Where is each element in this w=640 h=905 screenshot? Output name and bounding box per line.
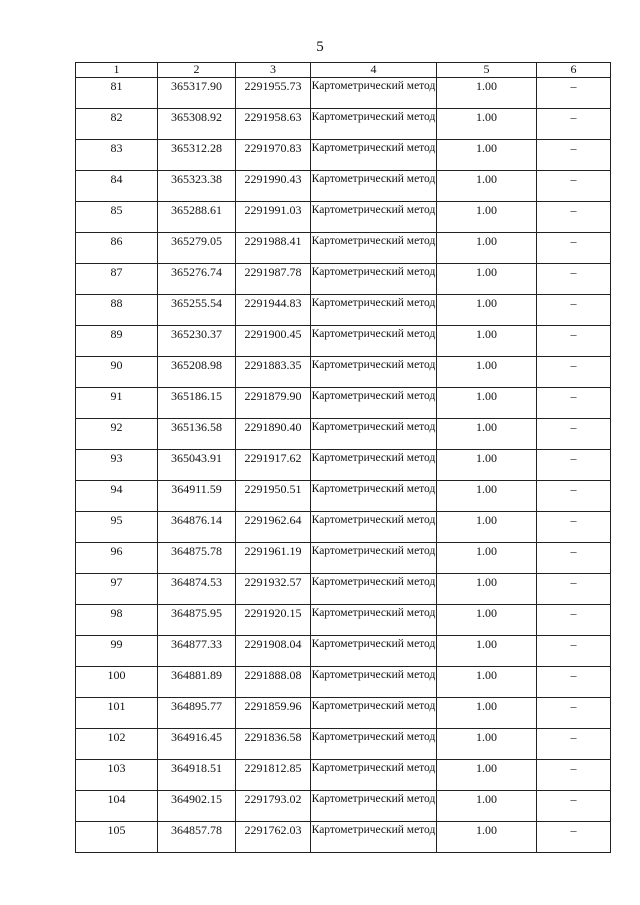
y-coordinate-cell: 2291859.96 [236, 698, 311, 729]
point-number-cell: 86 [76, 233, 158, 264]
table-row [76, 512, 611, 543]
y-coordinate-cell: 2291900.45 [236, 326, 311, 357]
point-number-cell: 102 [76, 729, 158, 760]
description-cell: – [537, 605, 611, 636]
accuracy-cell: 1.00 [437, 109, 537, 140]
accuracy-cell: 1.00 [437, 605, 537, 636]
y-coordinate-cell: 2291879.90 [236, 388, 311, 419]
x-coordinate-cell: 365136.58 [158, 419, 236, 450]
x-coordinate-cell: 365276.74 [158, 264, 236, 295]
point-number-cell: 82 [76, 109, 158, 140]
table-row [76, 729, 611, 760]
method-cell: Картометрический метод [311, 543, 437, 574]
accuracy-cell: 1.00 [437, 419, 537, 450]
description-cell: – [537, 543, 611, 574]
x-coordinate-cell: 364877.33 [158, 636, 236, 667]
accuracy-cell: 1.00 [437, 760, 537, 791]
method-cell: Картометрический метод [311, 698, 437, 729]
accuracy-cell: 1.00 [437, 822, 537, 853]
method-cell: Картометрический метод [311, 233, 437, 264]
y-coordinate-cell: 2291932.57 [236, 574, 311, 605]
x-coordinate-cell: 364876.14 [158, 512, 236, 543]
point-number-cell: 88 [76, 295, 158, 326]
table-row [76, 667, 611, 698]
point-number-cell: 101 [76, 698, 158, 729]
method-cell: Картометрический метод [311, 419, 437, 450]
point-number-cell: 104 [76, 791, 158, 822]
description-cell: – [537, 667, 611, 698]
x-coordinate-cell: 365186.15 [158, 388, 236, 419]
table-header-row [76, 63, 611, 78]
point-number-cell: 92 [76, 419, 158, 450]
accuracy-cell: 1.00 [437, 574, 537, 605]
point-number-cell: 95 [76, 512, 158, 543]
method-cell: Картометрический метод [311, 264, 437, 295]
point-number-cell: 94 [76, 481, 158, 512]
accuracy-cell: 1.00 [437, 636, 537, 667]
x-coordinate-cell: 364902.15 [158, 791, 236, 822]
x-coordinate-cell: 364874.53 [158, 574, 236, 605]
accuracy-cell: 1.00 [437, 450, 537, 481]
accuracy-cell: 1.00 [437, 233, 537, 264]
y-coordinate-cell: 2291961.19 [236, 543, 311, 574]
description-cell: – [537, 698, 611, 729]
x-coordinate-cell: 364911.59 [158, 481, 236, 512]
x-coordinate-cell: 364875.78 [158, 543, 236, 574]
x-coordinate-cell: 365230.37 [158, 326, 236, 357]
description-cell: – [537, 822, 611, 853]
y-coordinate-cell: 2291988.41 [236, 233, 311, 264]
method-cell: Картометрический метод [311, 78, 437, 109]
accuracy-cell: 1.00 [437, 791, 537, 822]
page-number: 5 [316, 39, 324, 55]
accuracy-cell: 1.00 [437, 698, 537, 729]
y-coordinate-cell: 2291920.15 [236, 605, 311, 636]
method-cell: Картометрический метод [311, 574, 437, 605]
method-cell: Картометрический метод [311, 171, 437, 202]
y-coordinate-cell: 2291950.51 [236, 481, 311, 512]
table-row [76, 791, 611, 822]
accuracy-cell: 1.00 [437, 667, 537, 698]
accuracy-cell: 1.00 [437, 171, 537, 202]
table-row [76, 419, 611, 450]
y-coordinate-cell: 2291793.02 [236, 791, 311, 822]
point-number-cell: 100 [76, 667, 158, 698]
method-cell: Картометрический метод [311, 388, 437, 419]
description-cell: – [537, 791, 611, 822]
table-row [76, 326, 611, 357]
header-col-5: 5 [437, 63, 537, 78]
y-coordinate-cell: 2291987.78 [236, 264, 311, 295]
x-coordinate-cell: 365043.91 [158, 450, 236, 481]
table-row [76, 605, 611, 636]
description-cell: – [537, 729, 611, 760]
point-number-cell: 90 [76, 357, 158, 388]
y-coordinate-cell: 2291888.08 [236, 667, 311, 698]
accuracy-cell: 1.00 [437, 388, 537, 419]
accuracy-cell: 1.00 [437, 512, 537, 543]
header-col-4: 4 [311, 63, 437, 78]
accuracy-cell: 1.00 [437, 729, 537, 760]
header-col-1: 1 [76, 63, 158, 78]
point-number-cell: 103 [76, 760, 158, 791]
accuracy-cell: 1.00 [437, 78, 537, 109]
x-coordinate-cell: 365288.61 [158, 202, 236, 233]
method-cell: Картометрический метод [311, 729, 437, 760]
description-cell: – [537, 295, 611, 326]
table-row [76, 388, 611, 419]
y-coordinate-cell: 2291836.58 [236, 729, 311, 760]
table-row [76, 481, 611, 512]
method-cell: Картометрический метод [311, 326, 437, 357]
table-row [76, 140, 611, 171]
accuracy-cell: 1.00 [437, 202, 537, 233]
accuracy-cell: 1.00 [437, 140, 537, 171]
method-cell: Картометрический метод [311, 512, 437, 543]
description-cell: – [537, 202, 611, 233]
table-row [76, 450, 611, 481]
y-coordinate-cell: 2291917.62 [236, 450, 311, 481]
table-row [76, 295, 611, 326]
description-cell: – [537, 326, 611, 357]
method-cell: Картометрический метод [311, 636, 437, 667]
x-coordinate-cell: 364875.95 [158, 605, 236, 636]
description-cell: – [537, 78, 611, 109]
description-cell: – [537, 760, 611, 791]
method-cell: Картометрический метод [311, 822, 437, 853]
coordinates-table [75, 62, 611, 853]
description-cell: – [537, 481, 611, 512]
description-cell: – [537, 233, 611, 264]
table-row [76, 202, 611, 233]
table-row [76, 760, 611, 791]
x-coordinate-cell: 365255.54 [158, 295, 236, 326]
point-number-cell: 91 [76, 388, 158, 419]
accuracy-cell: 1.00 [437, 295, 537, 326]
x-coordinate-cell: 365308.92 [158, 109, 236, 140]
table-row [76, 109, 611, 140]
point-number-cell: 81 [76, 78, 158, 109]
table-row [76, 264, 611, 295]
method-cell: Картометрический метод [311, 481, 437, 512]
y-coordinate-cell: 2291944.83 [236, 295, 311, 326]
y-coordinate-cell: 2291990.43 [236, 171, 311, 202]
x-coordinate-cell: 364881.89 [158, 667, 236, 698]
x-coordinate-cell: 365208.98 [158, 357, 236, 388]
description-cell: – [537, 574, 611, 605]
y-coordinate-cell: 2291958.63 [236, 109, 311, 140]
accuracy-cell: 1.00 [437, 326, 537, 357]
description-cell: – [537, 357, 611, 388]
description-cell: – [537, 388, 611, 419]
x-coordinate-cell: 365323.38 [158, 171, 236, 202]
description-cell: – [537, 264, 611, 295]
accuracy-cell: 1.00 [437, 264, 537, 295]
description-cell: – [537, 109, 611, 140]
table-row [76, 357, 611, 388]
description-cell: – [537, 512, 611, 543]
point-number-cell: 93 [76, 450, 158, 481]
table-row [76, 78, 611, 109]
x-coordinate-cell: 365279.05 [158, 233, 236, 264]
y-coordinate-cell: 2291812.85 [236, 760, 311, 791]
method-cell: Картометрический метод [311, 202, 437, 233]
header-col-2: 2 [158, 63, 236, 78]
table-row [76, 574, 611, 605]
y-coordinate-cell: 2291890.40 [236, 419, 311, 450]
x-coordinate-cell: 364916.45 [158, 729, 236, 760]
accuracy-cell: 1.00 [437, 357, 537, 388]
header-col-6: 6 [537, 63, 611, 78]
method-cell: Картометрический метод [311, 791, 437, 822]
table-row [76, 171, 611, 202]
table-row [76, 698, 611, 729]
x-coordinate-cell: 364895.77 [158, 698, 236, 729]
point-number-cell: 99 [76, 636, 158, 667]
method-cell: Картометрический метод [311, 109, 437, 140]
table-row [76, 543, 611, 574]
description-cell: – [537, 140, 611, 171]
table-row [76, 233, 611, 264]
point-number-cell: 97 [76, 574, 158, 605]
method-cell: Картометрический метод [311, 140, 437, 171]
method-cell: Картометрический метод [311, 357, 437, 388]
x-coordinate-cell: 364918.51 [158, 760, 236, 791]
description-cell: – [537, 450, 611, 481]
y-coordinate-cell: 2291955.73 [236, 78, 311, 109]
point-number-cell: 96 [76, 543, 158, 574]
method-cell: Картометрический метод [311, 667, 437, 698]
method-cell: Картометрический метод [311, 450, 437, 481]
y-coordinate-cell: 2291908.04 [236, 636, 311, 667]
accuracy-cell: 1.00 [437, 543, 537, 574]
method-cell: Картометрический метод [311, 295, 437, 326]
table-body [76, 78, 611, 853]
y-coordinate-cell: 2291762.03 [236, 822, 311, 853]
table-row [76, 636, 611, 667]
accuracy-cell: 1.00 [437, 481, 537, 512]
x-coordinate-cell: 365317.90 [158, 78, 236, 109]
description-cell: – [537, 171, 611, 202]
header-col-3: 3 [236, 63, 311, 78]
point-number-cell: 85 [76, 202, 158, 233]
y-coordinate-cell: 2291991.03 [236, 202, 311, 233]
method-cell: Картометрический метод [311, 760, 437, 791]
point-number-cell: 105 [76, 822, 158, 853]
point-number-cell: 83 [76, 140, 158, 171]
point-number-cell: 87 [76, 264, 158, 295]
description-cell: – [537, 419, 611, 450]
x-coordinate-cell: 364857.78 [158, 822, 236, 853]
y-coordinate-cell: 2291883.35 [236, 357, 311, 388]
y-coordinate-cell: 2291962.64 [236, 512, 311, 543]
table-row [76, 822, 611, 853]
description-cell: – [537, 636, 611, 667]
point-number-cell: 89 [76, 326, 158, 357]
point-number-cell: 98 [76, 605, 158, 636]
point-number-cell: 84 [76, 171, 158, 202]
x-coordinate-cell: 365312.28 [158, 140, 236, 171]
method-cell: Картометрический метод [311, 605, 437, 636]
y-coordinate-cell: 2291970.83 [236, 140, 311, 171]
